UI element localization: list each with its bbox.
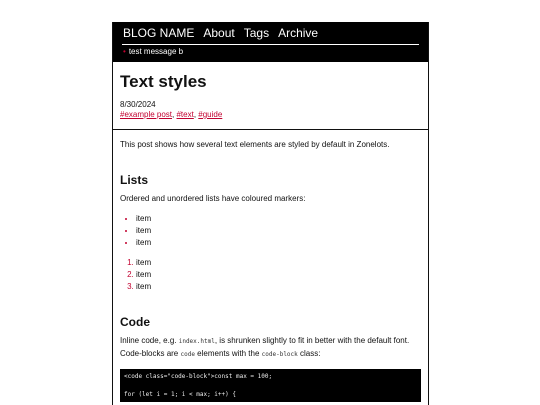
nav-archive[interactable]: Archive: [278, 26, 319, 40]
nav-tags[interactable]: Tags: [243, 26, 270, 40]
inline-code: code-block: [261, 351, 298, 358]
nav-blog-name[interactable]: BLOG NAME: [123, 26, 195, 40]
nav-about[interactable]: About: [203, 26, 235, 40]
inline-code: code: [180, 351, 195, 358]
post-title: Text styles: [120, 72, 207, 91]
tag-link[interactable]: #text: [176, 110, 194, 119]
text-fragment: , is shrunken slightly to fit in better with the default font. Code-blocks are: [120, 336, 410, 358]
text-fragment: Inline code, e.g.: [120, 336, 179, 345]
nav-bar: [123, 26, 418, 40]
code-block: [120, 369, 421, 402]
divider: [113, 129, 428, 130]
list-item: • item: [136, 213, 421, 225]
tag-link[interactable]: #example post: [120, 110, 173, 119]
code-line: for (let i = 1; i < max; i++) {: [124, 391, 236, 398]
message-marker-icon: •: [123, 47, 126, 56]
list-item: 1. item: [136, 257, 421, 269]
list-item: • item: [136, 237, 421, 249]
message-text: test message b: [128, 47, 184, 56]
code-description: [120, 335, 421, 361]
list-item: 3. item: [136, 281, 421, 293]
lists-heading: Lists: [120, 173, 149, 187]
list-item: 2. item: [136, 269, 421, 281]
status-message: [123, 47, 418, 59]
text-fragment: class:: [297, 349, 321, 358]
post-intro: This post shows how several text elements are styled by default in Zonelots.: [120, 140, 390, 149]
ordered-list: [120, 257, 421, 293]
text-fragment: elements with the: [194, 349, 262, 358]
top-bar: [113, 22, 428, 62]
list-item: • item: [136, 225, 421, 237]
code-heading: Code: [120, 315, 150, 329]
post-tags: #example post, #text, #guide: [120, 110, 223, 119]
code-line: [124, 381, 417, 390]
post-date: 8/30/2024: [120, 100, 156, 109]
page-container: [112, 22, 429, 405]
unordered-list: [120, 213, 421, 249]
tag-link[interactable]: #guide: [198, 110, 223, 119]
code-line: <code class="code-block">const max = 100;: [124, 373, 273, 380]
lists-description: Ordered and unordered lists have coloured markers:: [120, 194, 306, 203]
inline-code: index.html: [178, 338, 215, 345]
nav-divider: [122, 44, 419, 45]
post-content: [113, 72, 428, 402]
